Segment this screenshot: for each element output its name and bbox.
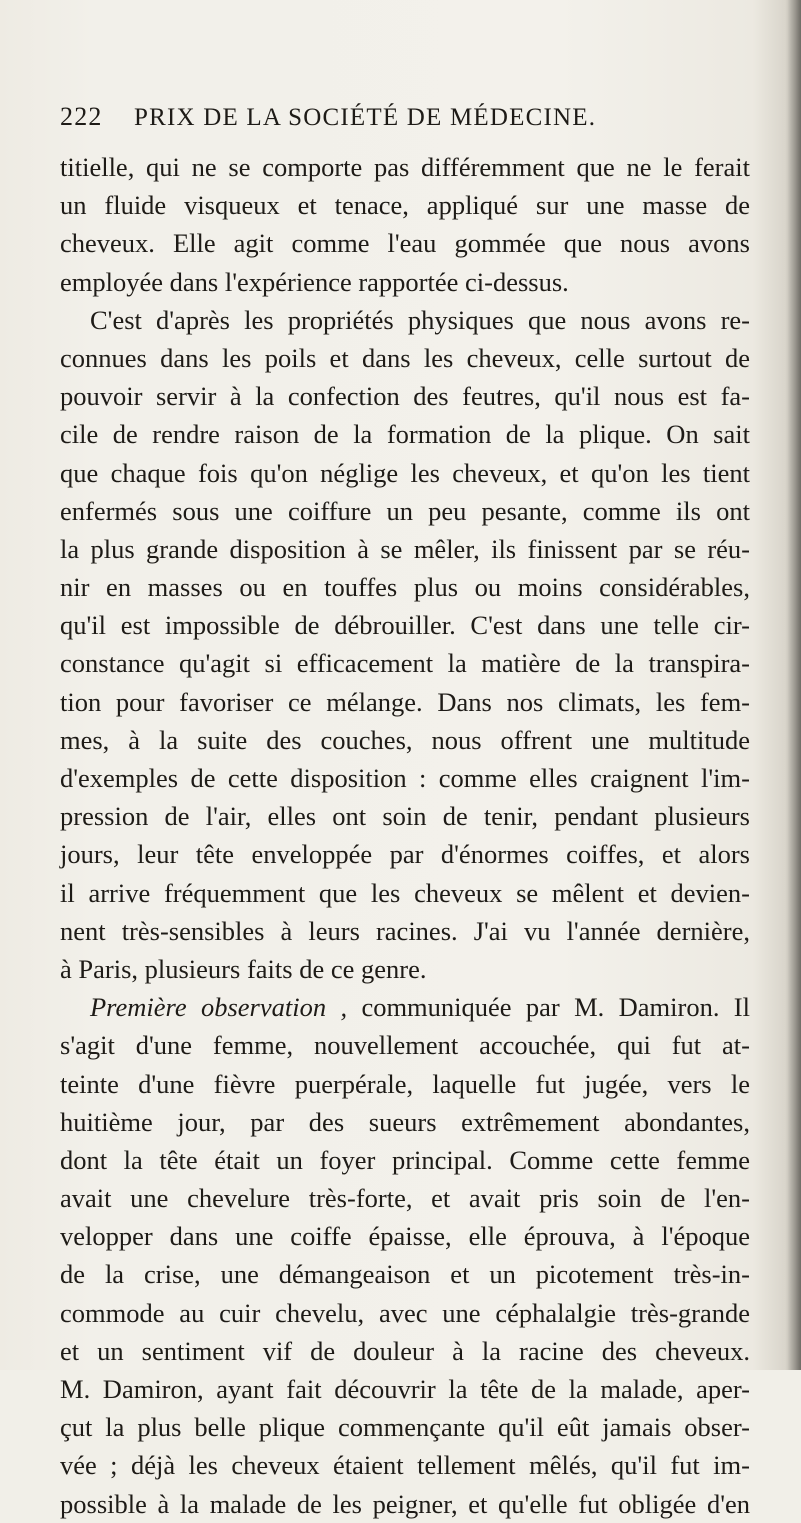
text-line: la plus grande disposition à se mêler, ils finissent par se réu-: [60, 533, 750, 564]
text-line: dont la tête était un foyer principal. Comme cette femme: [60, 1144, 750, 1175]
text-line: vée ; déjà les cheveux étaient tellement mêlés, qu'il fut im-: [60, 1450, 750, 1481]
text-line: pouvoir servir à la confection des feutres, qu'il nous est fa-: [60, 381, 750, 412]
text-line: avait une chevelure très-forte, et avait pris soin de l'en-: [60, 1183, 750, 1214]
observation-line-rest: communiquée par M. Damiron. Il: [361, 992, 750, 1023]
text-line: teinte d'une fièvre puerpérale, laquelle fut jugée, vers le: [60, 1068, 750, 1099]
text-line: possible à la malade de les peigner, et qu'elle fut obligée d'en: [60, 1488, 750, 1519]
body-text: [60, 148, 750, 1523]
text-line: nir en masses ou en touffes plus ou moins considérables,: [60, 572, 750, 603]
running-header: [60, 102, 750, 142]
page-number: 222: [60, 102, 103, 131]
text-line: enfermés sous une coiffure un peu pesante, comme ils ont: [60, 495, 750, 526]
observation-heading: Première observation ,: [90, 992, 348, 1023]
text-line: mes, à la suite des couches, nous offrent une multitude: [60, 724, 750, 755]
text-line: velopper dans une coiffe épaisse, elle éprouva, à l'époque: [60, 1221, 750, 1252]
text-line: huitième jour, par des sueurs extrêmement abondantes,: [60, 1106, 750, 1137]
text-line: connues dans les poils et dans les cheveux, celle surtout de: [60, 342, 750, 373]
text-line: qu'il est impossible de débrouiller. C'est dans une telle cir-: [60, 610, 750, 641]
text-line: çut la plus belle plique commençante qu'il eût jamais obser-: [60, 1412, 750, 1443]
text-line: cheveux. Elle agit comme l'eau gommée que nous avons: [60, 228, 750, 259]
text-line: à Paris, plusieurs faits de ce genre.: [60, 953, 427, 984]
text-line: que chaque fois qu'on néglige les cheveux, et qu'on les tient: [60, 457, 750, 488]
text-line: il arrive fréquemment que les cheveux se mêlent et devien-: [60, 877, 750, 908]
text-line: un fluide visqueux et tenace, appliqué sur une masse de: [60, 190, 750, 221]
text-line: d'exemples de cette disposition : comme elles craignent l'im-: [60, 763, 750, 793]
text-line: commode au cuir chevelu, avec une céphalalgie très-grande: [60, 1297, 750, 1328]
text-line: employée dans l'expérience rapportée ci-dessus.: [60, 266, 569, 297]
text-line: constance qu'agit si efficacement la matière de la transpira-: [60, 648, 750, 679]
text-line: titielle, qui ne se comporte pas différemment que ne le ferait: [60, 152, 750, 182]
text-line: pression de l'air, elles ont soin de tenir, pendant plusieurs: [60, 801, 750, 832]
observation-line: [60, 988, 750, 1026]
text-line: M. Damiron, ayant fait découvrir la tête de la malade, aper-: [60, 1374, 750, 1404]
text-line: nent très-sensibles à leurs racines. J'ai vu l'année dernière,: [60, 915, 750, 946]
page-edge-shadow: [787, 0, 801, 1370]
text-line: C'est d'après les propriétés physiques que nous avons re-: [90, 304, 750, 335]
text-line: tion pour favoriser ce mélange. Dans nos climats, les fem-: [60, 686, 750, 717]
text-line: s'agit d'une femme, nouvellement accouchée, qui fut at-: [60, 1030, 750, 1061]
running-title: PRIX DE LA SOCIÉTÉ DE MÉDECINE.: [134, 104, 597, 131]
text-line: et un sentiment vif de douleur à la racine des cheveux.: [60, 1335, 750, 1366]
text-line: cile de rendre raison de la formation de la plique. On sait: [60, 419, 750, 450]
text-line: de la crise, une démangeaison et un picotement très-in-: [60, 1259, 750, 1290]
text-line: jours, leur tête enveloppée par d'énormes coiffes, et alors: [60, 839, 750, 870]
